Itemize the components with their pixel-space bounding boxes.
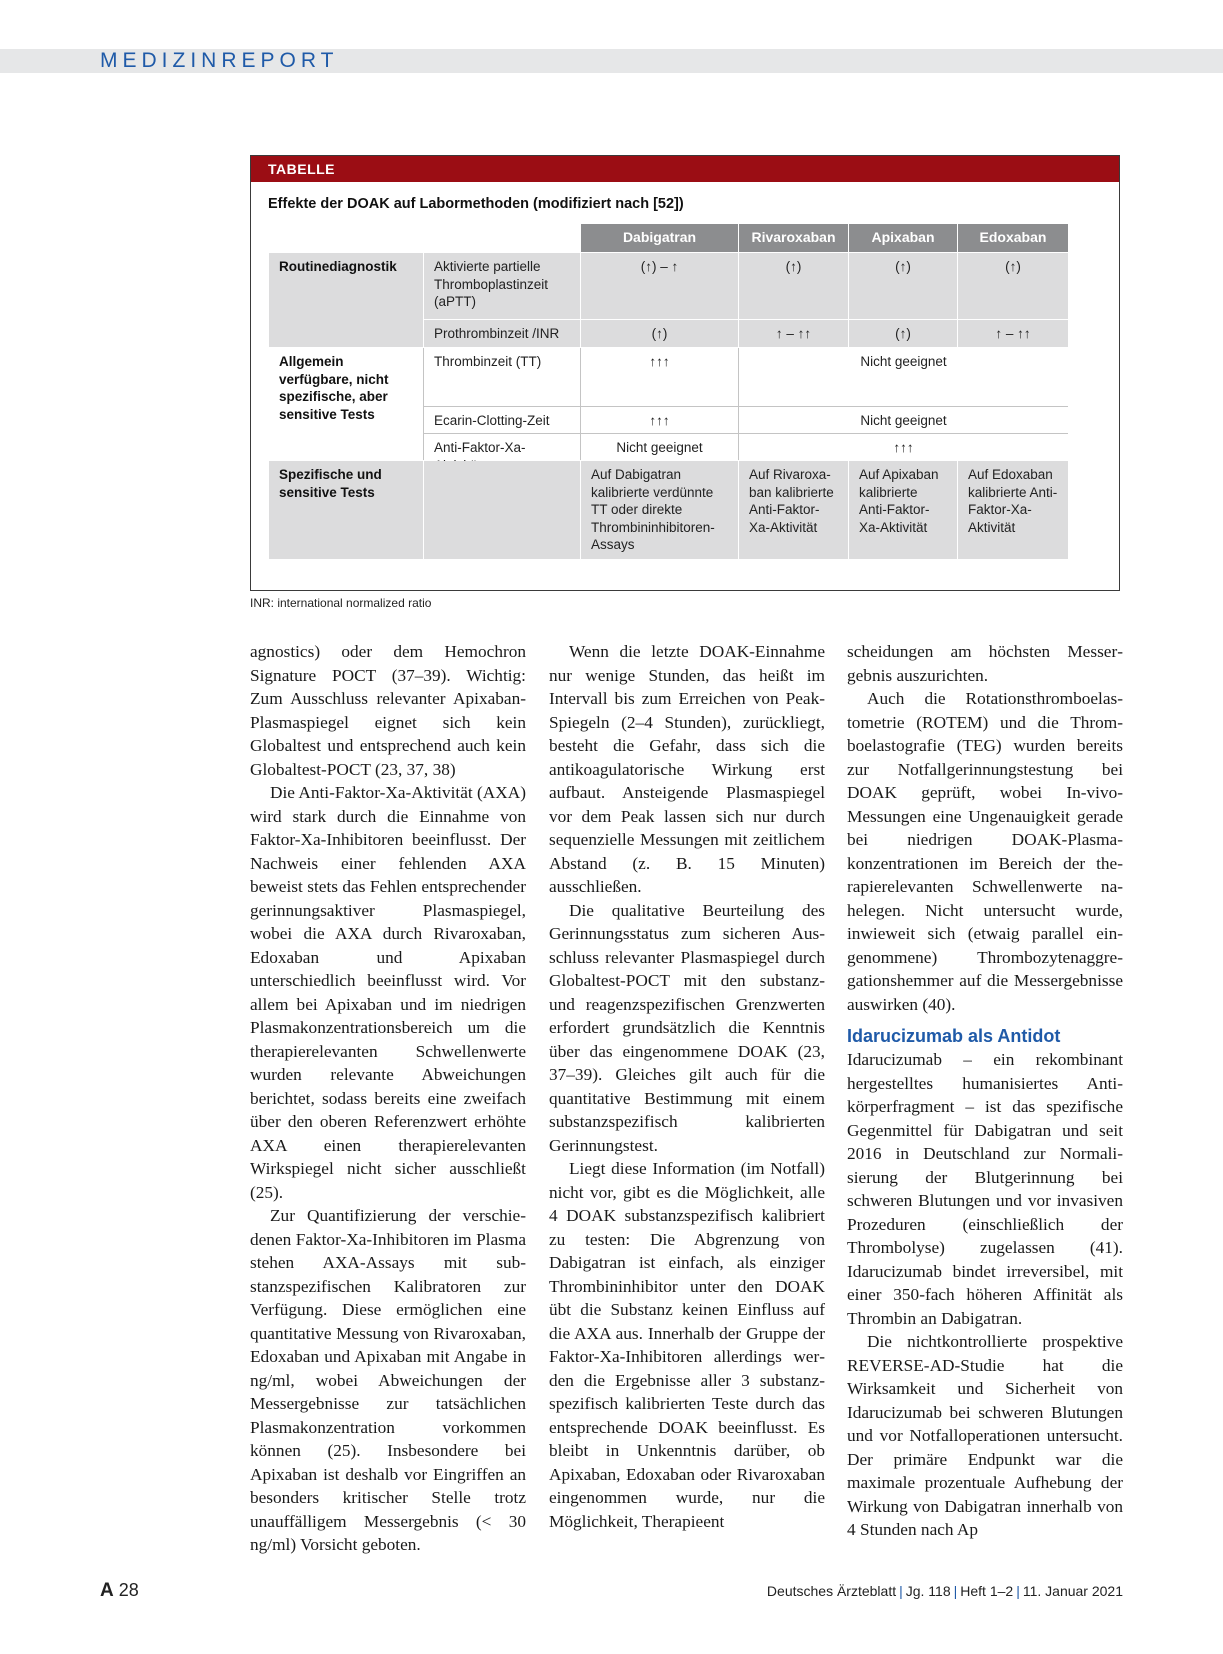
antixa-dabigatran: Nicht geeignet [616,440,703,455]
paragraph: Zur Quantifizierung der verschiedenen Faktor-Xa-Inhibitoren im Plasma stehen AXA-Assays mit substanzspezifischen Kalibratoren zur Verfügung. Diese ermöglichen eine quantitative Messung von Rivaroxaban, Edoxaban und Apixaban mit Angabe in ng/ml, wobei Abweichungen der Messergebnisse zur tatsächlichen Plasmakonzentration vorkommen können (25). Insbesondere bei Apixaban ist deshalb vor Eingriffen an besonders kritischer Stelle trotz unauffälligem Messergebnis (< 30 ng/ml) Vorsicht geboten. [250,1206,526,1554]
table-footnote: INR: international normalized ratio [250,596,432,610]
specific-rivaroxaban: Auf Rivaroxa-ban kalibrierte Anti-Faktor-Xa-Aktivität [739,461,848,559]
col-header-rivaroxaban: Rivaroxaban [739,224,848,252]
journal-name: Deutsches Ärzteblatt [766,1583,897,1599]
aptt-rivaroxaban: (↑) [739,253,848,319]
journal-info: Deutsches Ärzteblatt | Jg. 118 | Heft 1–2 | 11. Januar 2021 [766,1583,1123,1599]
table-label: TABELLE [251,156,1119,182]
section-heading: MEDIZINREPORT [100,49,339,72]
ecarin-dabigatran: ↑↑↑ [649,413,670,428]
journal-issue: Heft 1–2 [960,1583,1014,1599]
tt-dabigatran: ↑↑↑ [649,354,670,369]
group-routine: Routinediagnostik [269,253,423,347]
test-specific-empty [424,461,580,559]
inr-rivaroxaban: ↑ – ↑↑ [739,320,848,347]
paragraph: Die qualitative Beurteilung des Gerinnungsstatus zum sicheren Ausschluss relevanter Plasmaspiegel durch Globaltest-POCT mit den substanz- und reagenzspezifischen Grenzwerten erfordert grundsätzlich die Kenntnis über das eingenommene DOAK (23, 37–39). Gleiches gilt auch für die quantitative Bestimmung mit einem substanzspezifisch kalibrierten Gerinnungstest. [549,900,825,1155]
paragraph: Die nichtkontrollierte prospektive REVERSE-AD-Studie hat die Wirksamkeit und Sicherheit von Idarucizumab bei schweren Blutungen und vor Notfalloperationen untersucht. Der primäre Endpunkt war die maximale prozentuale Aufhebung der Wirkung von Dabigatran innerhalb von 4 Stunden nach Ap [847,1332,1123,1539]
inr-edoxaban: ↑ – ↑↑ [958,320,1068,347]
page-prefix: A [100,1580,114,1601]
aptt-dabigatran: (↑) – ↑ [581,253,738,319]
page-number-value: 28 [118,1580,139,1600]
paragraph: Die Anti-Faktor-Xa-Aktivität (AXA) wird stark durch die Einnahme von Faktor-Xa-Inhibitoren beeinflusst. Der Nachweis einer fehlenden AXA beweist stets das Fehlen entsprechender gerinnungsaktiver Plasmaspiegel, wobei die AXA durch Rivaroxaban, Edoxaban und Apixaban unterschiedlich beeinflusst wird. Vor allem bei Apixaban und im niedrigen Plasmakonzentrationsbereich um die therapierelevanten Schwellenwerte wurden relevante Abweichungen berichtet, sodass bereits eine zweifach über den oberen Referenzwert erhöhte AXA einen therapierelevanten Wirkspiegel nicht sicher ausschließt (25). [250,783,526,1202]
journal-date: 11. Januar 2021 [1022,1583,1123,1599]
aptt-apixaban: (↑) [849,253,957,319]
paragraph: agnostics) oder dem Hemochron Signature POCT (37–39). Wichtig: Zum Ausschluss relevanter Apixaban-Plasmaspiegel eignet sich kein Globaltest und entsprechend auch kein Globaltest-POCT (23, 37, 38) [250,642,526,779]
journal-volume: Jg. 118 [905,1583,951,1599]
row-divider [424,406,1068,407]
col-header-apixaban: Apixaban [849,224,957,252]
group-specific: Spezifische und sensitive Tests [269,461,423,559]
paragraph: Idarucizumab – ein rekombinant hergestelltes humanisiertes Antikörperfragment – ist das spezifische Gegenmittel für Dabigatran und seit 2016 in Deutschland zur Normalisierung der Blutgerinnung bei schweren Blutungen und vor invasiven Prozeduren (einschließlich der Thrombolyse) zugelassen (41). Idarucizumab bindet irreversibel, mit einer 350-fach höheren Affinität als Thrombin an Dabigatran. [847,1050,1123,1328]
test-aptt: Aktivierte partielle Thromboplastinzeit (aPTT) [424,253,580,319]
row-divider [424,433,1068,434]
specific-apixaban: Auf Apixaban kalibrierte Anti-Faktor-Xa-Aktivität [849,461,957,559]
group-general: Allgemein verfügbare, nicht spezifische, aber sensitive Tests [269,348,423,460]
table-box [250,155,1120,591]
col-divider [423,348,424,460]
tt-others: Nicht geeignet [860,354,947,369]
col-header-edoxaban: Edoxaban [958,224,1068,252]
article-column-3 [847,640,1123,1542]
test-inr: Prothrombinzeit /INR [424,320,580,347]
inr-apixaban: (↑) [849,320,957,347]
test-antixa: Anti-Faktor-Xa- [434,440,526,455]
test-ecarin: Ecarin-Clotting-Zeit [434,413,550,428]
ecarin-others: Nicht geeignet [860,413,947,428]
inr-dabigatran: (↑) [581,320,738,347]
specific-edoxaban: Auf Edoxaban kalibrierte Anti-Faktor-Xa-Aktivität [958,461,1068,559]
col-header-dabigatran: Dabigatran [581,224,738,252]
page-number [100,1580,139,1602]
col-divider [580,348,581,460]
article-column-2 [549,640,825,1533]
paragraph: Auch die Rotationsthromboelastometrie (ROTEM) und die Thromboelastografie (TEG) wurden bereits zur Notfallgerinnungstestung bei DOAK geprüft, wobei In-vivo-Messungen eine Ungenauigkeit gerade bei niedrigen DOAK-Plasmakonzentrationen im Bereich der therapierelevanten Schwellenwerte nahelegen. Nicht untersucht wurde, inwieweit sich (etwaig parallel eingenommene) Thrombozytenaggregationshemmer auf die Messergebnisse auswirken (40). [847,689,1123,1014]
specific-dabigatran: Auf Dabigatran kalibrierte verdünnte TT oder direkte Thrombininhibitoren-Assays [581,461,738,559]
subheading: Idarucizumab als Antidot [847,1026,1061,1046]
article-column-1 [250,640,526,1557]
aptt-edoxaban: (↑) [958,253,1068,319]
paragraph: scheidungen am höchsten Messergebnis auszurichten. [847,642,1123,685]
col-divider [738,348,739,460]
test-tt: Thrombinzeit (TT) [434,354,542,369]
table-title: Effekte der DOAK auf Labormethoden (modifiziert nach [52]) [268,196,684,212]
antixa-others: ↑↑↑ [893,440,914,455]
paragraph: Wenn die letzte DOAK-Einnahme nur wenige Stunden, das heißt im Intervall bis zum Erreichen von Peak-Spiegeln (2–4 Stunden), zurückliegt, besteht die Gefahr, dass sich die antikoagulatorische Wirkung erst aufbaut. Ansteigende Plasmaspiegel vor dem Peak lassen sich nur durch sequenzielle Messungen mit zeitlichem Abstand (z. B. 15 Minuten) ausschließen. [549,642,825,896]
paragraph: Liegt diese Information (im Notfall) nicht vor, gibt es die Möglichkeit, alle 4 DOAK substanzspezifisch kalibriert zu testen: Die Abgrenzung von Dabigatran ist einfach, als einziger Thrombininhibitor unter den DOAK übt die Substanz keinen Einfluss auf die AXA aus. Innerhalb der Gruppe der Faktor-Xa-Inhibitoren allerdings werden die Ergebnisse aller 3 substanzspezifisch kalibrierten Teste durch das entsprechende DOAK beeinflusst. Es bleibt in Unkenntnis darüber, ob Apixaban, Edoxaban oder Rivaroxaban eingenommen wurde, nur die Möglichkeit, Therapieent [549,1159,825,1531]
